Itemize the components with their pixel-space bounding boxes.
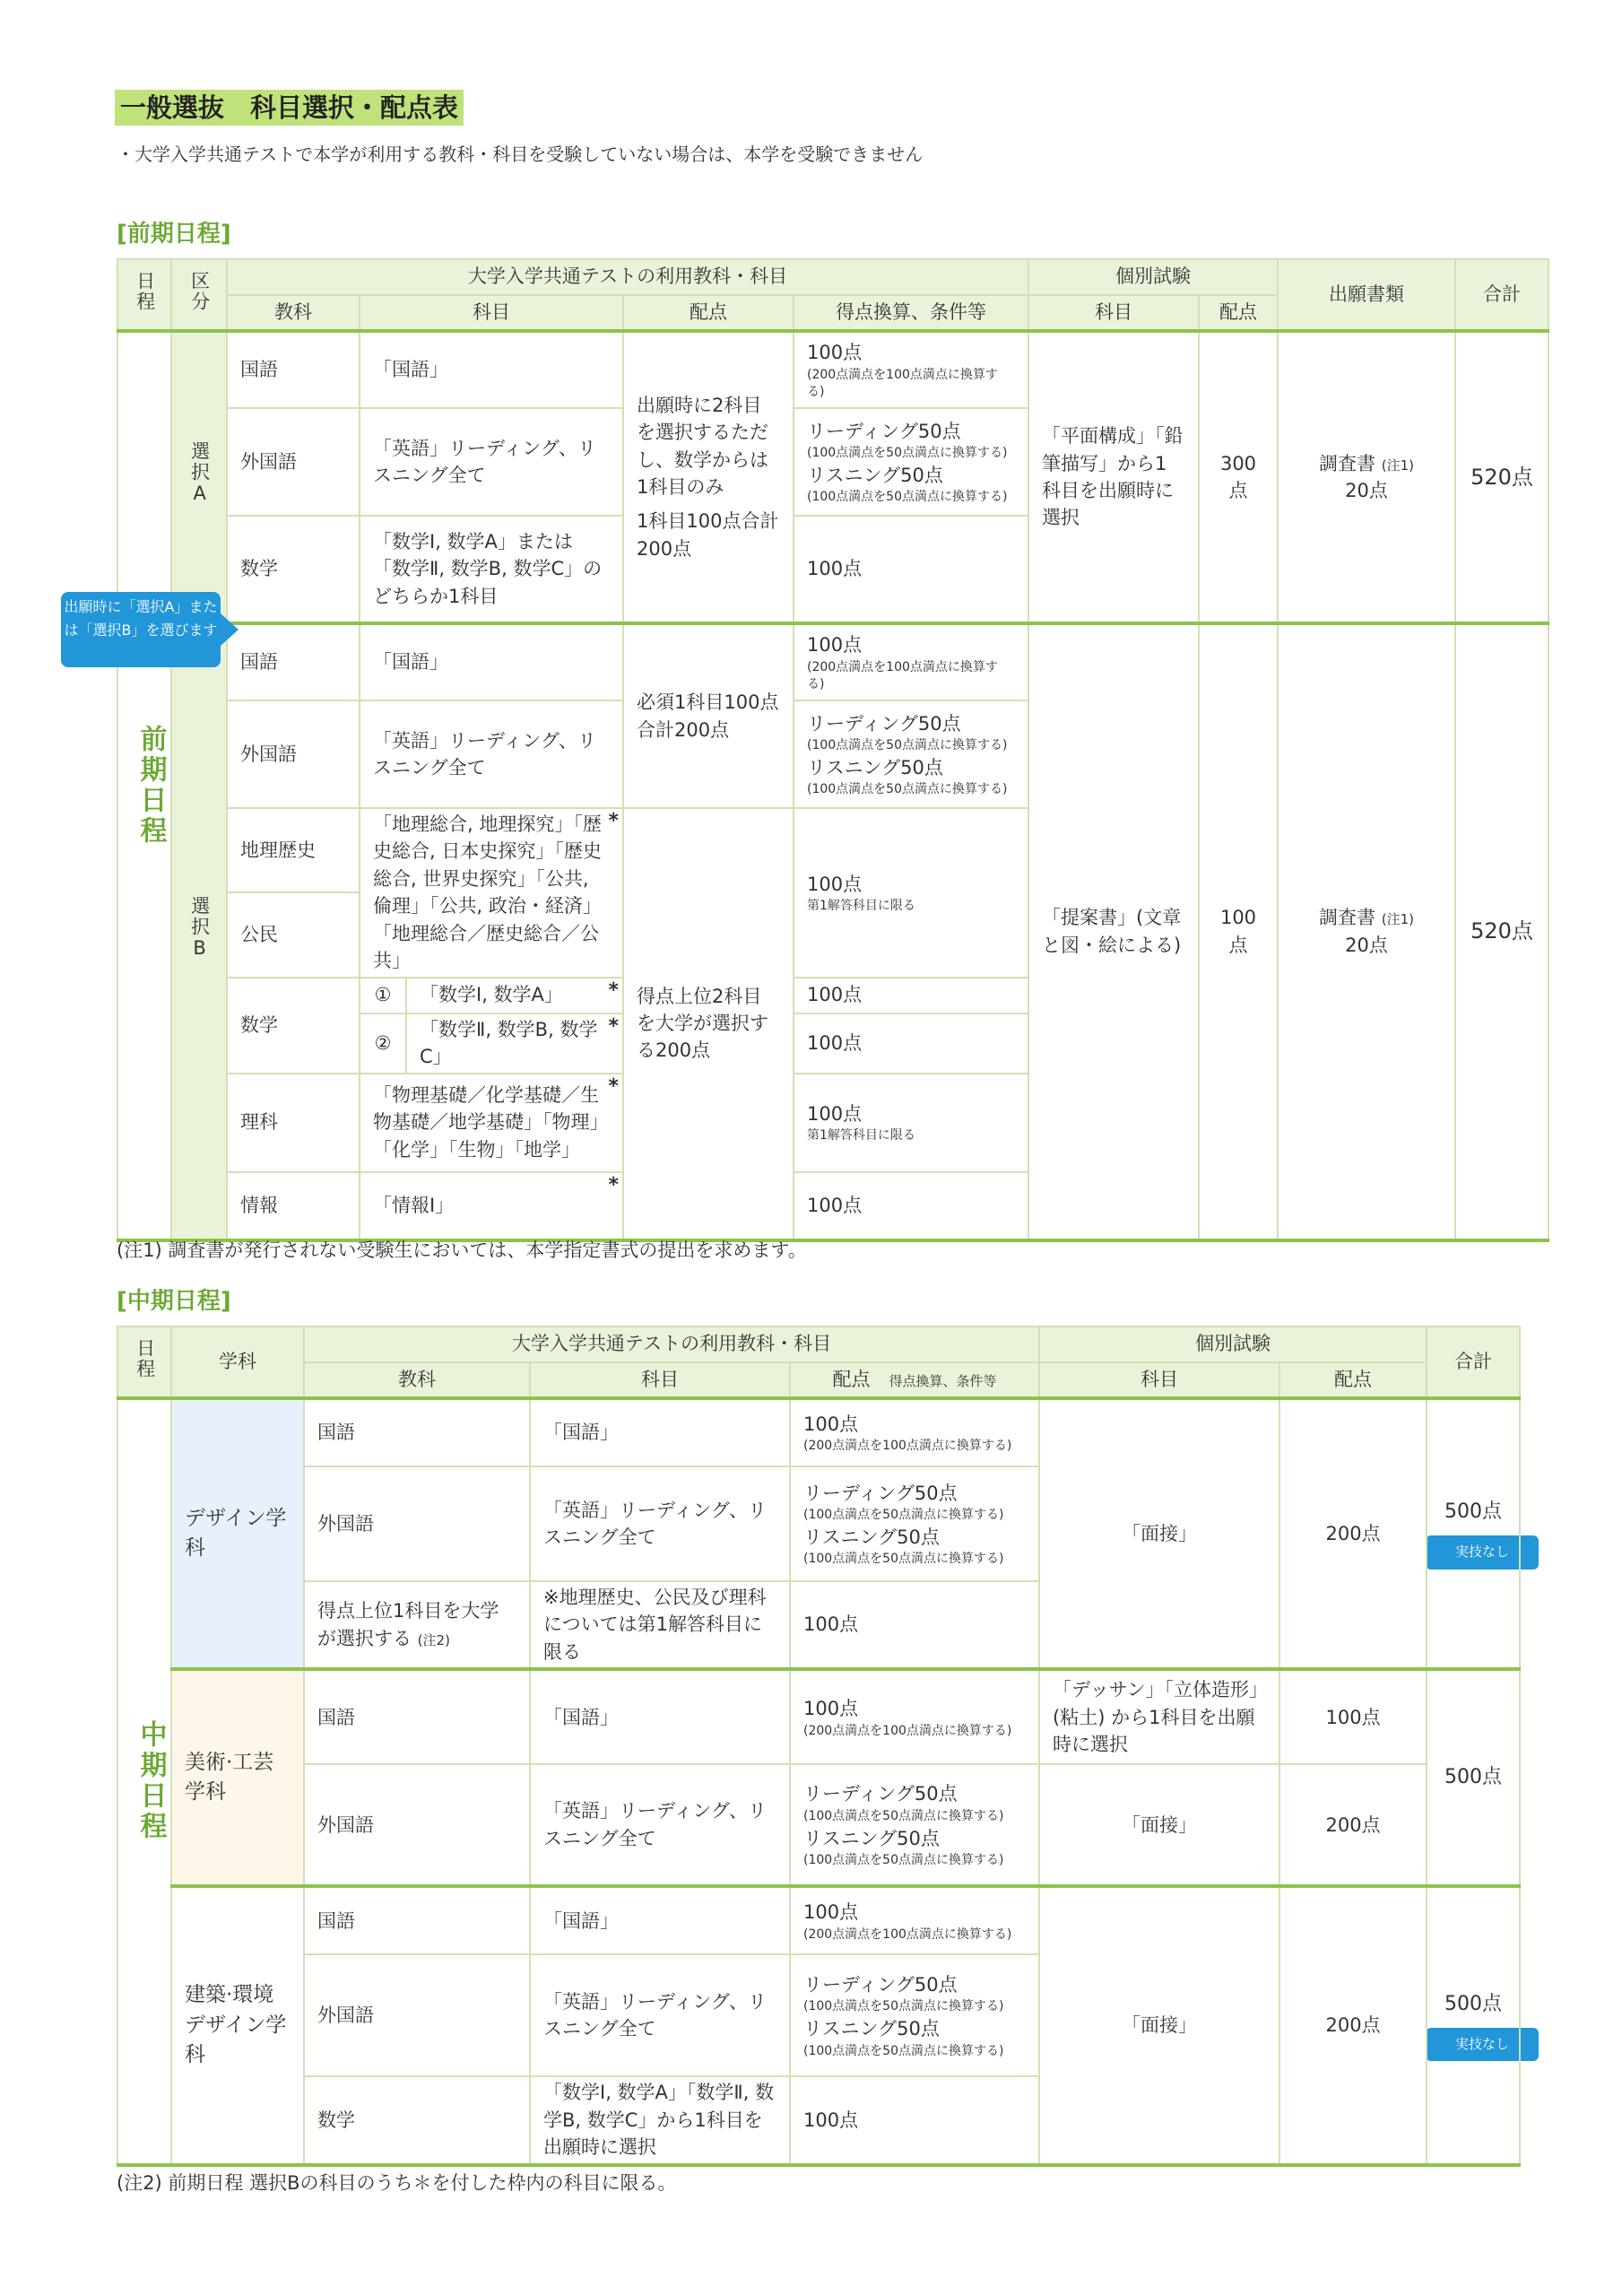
c-header-haiten: 配点 得点換算、条件等 bbox=[790, 1362, 1039, 1398]
c-gokei-kenchiku: 500点 実技なし bbox=[1427, 1886, 1520, 2164]
c-kyoka-b-gaikokugo: 外国語 bbox=[304, 1764, 530, 1886]
kamoku-kokugo: 「国語」 bbox=[360, 331, 623, 408]
c-kamoku-k-gaikokugo: 「英語」リーディング、リスニング全て bbox=[530, 1954, 790, 2076]
footnote-1: (注1) 調査書が発行されない受験生においては、本学指定書式の提出を求めます。 bbox=[117, 1239, 807, 1261]
kansan-b-joho: 100点 bbox=[794, 1172, 1028, 1240]
c-haiten-d-kokugo: 100点 (200点満点を100点満点に換算する) bbox=[790, 1398, 1039, 1466]
c-gokei-design: 500点 実技なし bbox=[1427, 1398, 1520, 1669]
gakka-bijutsu: 美術·工芸学科 bbox=[171, 1669, 304, 1886]
kyoka-b-joho: 情報 bbox=[227, 1172, 360, 1240]
c-header-kobetsu-haiten: 配点 bbox=[1279, 1362, 1427, 1398]
kansan-b-sugaku-1: 100点 bbox=[794, 978, 1028, 1013]
kobetsu-haiten-b: 100点 bbox=[1199, 623, 1278, 1240]
page-title: 一般選抜 科目選択・配点表 bbox=[115, 90, 464, 126]
header-kamoku: 科目 bbox=[360, 295, 623, 331]
header-kubun: 区分 bbox=[171, 259, 227, 331]
kansan-b-sugaku-2: 100点 bbox=[794, 1013, 1028, 1074]
header-haiten: 配点 bbox=[623, 295, 794, 331]
c-haiten-k-sugaku: 100点 bbox=[790, 2076, 1039, 2164]
header-shutsugan: 出願書類 bbox=[1278, 259, 1455, 331]
chuki-table bbox=[117, 1326, 1521, 2167]
kyoka-sugaku: 数学 bbox=[227, 516, 360, 623]
kyoka-kokugo: 国語 bbox=[227, 331, 360, 408]
nittei-chuki: 中期日程 bbox=[117, 1398, 171, 2165]
gakka-design: デザイン学科 bbox=[171, 1398, 304, 1669]
footnote-2: (注2) 前期日程 選択Bの科目のうち＊を付した枠内の科目に限る。 bbox=[117, 2172, 677, 2194]
c-kamoku-k-sugaku: 「数学Ⅰ, 数学A」「数学Ⅱ, 数学B, 数学C」から1科目を出願時に選択 bbox=[530, 2076, 790, 2164]
c-kyoka-d-gaikokugo: 外国語 bbox=[304, 1466, 530, 1581]
kobetsu-haiten-a: 300点 bbox=[1199, 331, 1278, 623]
gokei-b: 520点 bbox=[1455, 623, 1548, 1240]
section-title-zenki: [前期日程] bbox=[117, 221, 231, 248]
c-gokei-bijutsu: 500点 bbox=[1427, 1669, 1520, 1886]
c-header-kobetsu: 個別試験 bbox=[1039, 1326, 1427, 1362]
kyoka-gaikokugo: 外国語 bbox=[227, 408, 360, 516]
c-header-gokei: 合計 bbox=[1427, 1326, 1520, 1398]
c-kyoka-b-kokugo: 国語 bbox=[304, 1669, 530, 1764]
kamoku-gaikokugo: 「英語」リーディング、リスニング全て bbox=[360, 408, 623, 516]
c-kamoku-d-kokugo: 「国語」 bbox=[530, 1398, 790, 1466]
kansan-b-gaikokugo: リーディング50点 (100点満点を50点満点に換算する) リスニング50点 (100点満点を50点満点に換算する) bbox=[794, 700, 1028, 808]
kamoku-b-kokugo: 「国語」 bbox=[360, 623, 623, 700]
kamoku-b-sugaku-1: * 「数学Ⅰ, 数学A」 bbox=[406, 978, 623, 1013]
c-kyoka-k-kokugo: 国語 bbox=[304, 1886, 530, 1954]
kyoka-b-sugaku: 数学 bbox=[227, 978, 360, 1074]
kubun-a: 選択A bbox=[171, 331, 227, 623]
top-note: ・大学入学共通テストで本学が利用する教科・科目を受験していない場合は、本学を受験できません bbox=[117, 144, 924, 165]
header-kansan: 得点換算、条件等 bbox=[794, 295, 1028, 331]
sugaku-num-1: ① bbox=[360, 978, 406, 1013]
c-header-kamoku: 科目 bbox=[530, 1362, 790, 1398]
c-kamoku-d-tokuten: ※地理歴史、公民及び理科については第1解答科目に限る bbox=[530, 1581, 790, 1669]
c-haiten-d-tokuten: 100点 bbox=[790, 1581, 1039, 1669]
c-kobetsu-haiten-kenchiku: 200点 bbox=[1279, 1886, 1427, 2164]
c-kobetsu1-kamoku-bijutsu: 「デッサン」「立体造形」(粘土) から1科目を出願時に選択 bbox=[1039, 1669, 1279, 1764]
header-kobetsu: 個別試験 bbox=[1028, 259, 1278, 295]
haiten-b-tokuten: 得点上位2科目を大学が選択する200点 bbox=[623, 808, 794, 1240]
kansan-b-chireki: 100点 第1解答科目に限る bbox=[794, 808, 1028, 978]
c-kamoku-b-kokugo: 「国語」 bbox=[530, 1669, 790, 1764]
kyoka-b-rika: 理科 bbox=[227, 1074, 360, 1172]
c-kyoka-k-sugaku: 数学 bbox=[304, 2076, 530, 2164]
c-kobetsu-kamoku-design: 「面接」 bbox=[1039, 1398, 1279, 1669]
kamoku-b-sugaku-2: * 「数学Ⅱ, 数学B, 数学C」 bbox=[406, 1013, 623, 1074]
kamoku-b-joho: * 「情報Ⅰ」 bbox=[360, 1172, 623, 1240]
badge-jitsugi-nashi-2: 実技なし bbox=[1426, 2028, 1539, 2062]
section-title-chuki: [中期日程] bbox=[117, 1288, 231, 1315]
c-haiten-b-kokugo: 100点 (200点満点を100点満点に換算する) bbox=[790, 1669, 1039, 1764]
nittei-zenki: 前期日程 bbox=[117, 331, 171, 1240]
badge-jitsugi-nashi-1: 実技なし bbox=[1426, 1535, 1539, 1570]
c-kamoku-d-gaikokugo: 「英語」リーディング、リスニング全て bbox=[530, 1466, 790, 1581]
c-kobetsu-kamoku-kenchiku: 「面接」 bbox=[1039, 1886, 1279, 2164]
gakka-kenchiku: 建築·環境デザイン学科 bbox=[171, 1886, 304, 2164]
kobetsu-kamoku-b: 「提案書」(文章と図・絵による) bbox=[1028, 623, 1199, 1240]
shutsugan-b: 調査書 (注1) 20点 bbox=[1278, 623, 1455, 1240]
header-kyotsu: 大学入学共通テストの利用教科・科目 bbox=[227, 259, 1028, 295]
c-haiten-k-gaikokugo: リーディング50点 (100点満点を50点満点に換算する) リスニング50点 (100点満点を50点満点に換算する) bbox=[790, 1954, 1039, 2076]
c-kobetsu1-haiten-bijutsu: 100点 bbox=[1279, 1669, 1427, 1764]
haiten-b-hissu: 必須1科目100点合計200点 bbox=[623, 623, 794, 808]
select-callout: 出願時に「選択A」または「選択B」を選びます bbox=[61, 592, 237, 667]
c-kyoka-d-tokuten: 得点上位1科目を大学が選択する (注2) bbox=[304, 1581, 530, 1669]
c-kyoka-k-gaikokugo: 外国語 bbox=[304, 1954, 530, 2076]
c-header-kyotsu: 大学入学共通テストの利用教科・科目 bbox=[304, 1326, 1039, 1362]
header-nittei: 日程 bbox=[117, 259, 171, 331]
kobetsu-kamoku-a: 「平面構成」「鉛筆描写」から1科目を出願時に選択 bbox=[1028, 331, 1199, 623]
kansan-b-kokugo: 100点 (200点満点を100点満点に換算する) bbox=[794, 623, 1028, 700]
kansan-b-rika: 100点 第1解答科目に限る bbox=[794, 1074, 1028, 1172]
c-kamoku-k-kokugo: 「国語」 bbox=[530, 1886, 790, 1954]
c-haiten-d-gaikokugo: リーディング50点 (100点満点を50点満点に換算する) リスニング50点 (100点満点を50点満点に換算する) bbox=[790, 1466, 1039, 1581]
star-mark: * bbox=[608, 810, 619, 832]
kubun-b: 選択B bbox=[171, 623, 227, 1240]
kyoka-b-kokugo: 国語 bbox=[227, 623, 360, 700]
c-header-kobetsu-kamoku: 科目 bbox=[1039, 1362, 1279, 1398]
gokei-a: 520点 bbox=[1455, 331, 1548, 623]
kamoku-b-gaikokugo: 「英語」リーディング、リスニング全て bbox=[360, 700, 623, 808]
c-header-gakka: 学科 bbox=[171, 1326, 304, 1398]
c-kobetsu2-haiten-bijutsu: 200点 bbox=[1279, 1764, 1427, 1886]
c-header-kyoka: 教科 bbox=[304, 1362, 530, 1398]
kansan-sugaku: 100点 bbox=[794, 516, 1028, 623]
haiten-a: 出願時に2科目を選択するただし、数学からは1科目のみ 1科目100点合計200点 bbox=[623, 331, 794, 623]
c-haiten-b-gaikokugo: リーディング50点 (100点満点を50点満点に換算する) リスニング50点 (100点満点を50点満点に換算する) bbox=[790, 1764, 1039, 1886]
kamoku-b-rika: * 「物理基礎／化学基礎／生物基礎／地学基礎」「物理」「化学」「生物」「地学」 bbox=[360, 1074, 623, 1172]
header-kobetsu-kamoku: 科目 bbox=[1028, 295, 1199, 331]
kyoka-b-komin: 公民 bbox=[227, 892, 360, 977]
zenki-table bbox=[117, 258, 1549, 1242]
c-kyoka-d-kokugo: 国語 bbox=[304, 1398, 530, 1466]
header-kyoka: 教科 bbox=[227, 295, 360, 331]
c-kamoku-b-gaikokugo: 「英語」リーディング、リスニング全て bbox=[530, 1764, 790, 1886]
c-haiten-k-kokugo: 100点 (200点満点を100点満点に換算する) bbox=[790, 1886, 1039, 1954]
header-kobetsu-haiten: 配点 bbox=[1199, 295, 1278, 331]
kamoku-sugaku: 「数学Ⅰ, 数学A」または「数学Ⅱ, 数学B, 数学C」のどちらか1科目 bbox=[360, 516, 623, 623]
kansan-kokugo: 100点 (200点満点を100点満点に換算する) bbox=[794, 331, 1028, 408]
kyoka-b-chireki: 地理歴史 bbox=[227, 808, 360, 892]
shutsugan-a: 調査書 (注1) 20点 bbox=[1278, 331, 1455, 623]
header-gokei: 合計 bbox=[1455, 259, 1548, 331]
c-kobetsu2-kamoku-bijutsu: 「面接」 bbox=[1039, 1764, 1279, 1886]
kamoku-b-chireki: * 「地理総合, 地理探究」「歴史総合, 日本史探究」「歴史総合, 世界史探究」「公共, 倫理」「公共, 政治・経済」「地理総合／歴史総合／公共」 bbox=[360, 808, 623, 978]
kyoka-b-gaikokugo: 外国語 bbox=[227, 700, 360, 808]
c-kobetsu-haiten-design: 200点 bbox=[1279, 1398, 1427, 1669]
c-header-nittei: 日程 bbox=[117, 1326, 171, 1398]
sugaku-num-2: ② bbox=[360, 1013, 406, 1074]
kansan-gaikokugo: リーディング50点 (100点満点を50点満点に換算する) リスニング50点 (100点満点を50点満点に換算する) bbox=[794, 408, 1028, 516]
